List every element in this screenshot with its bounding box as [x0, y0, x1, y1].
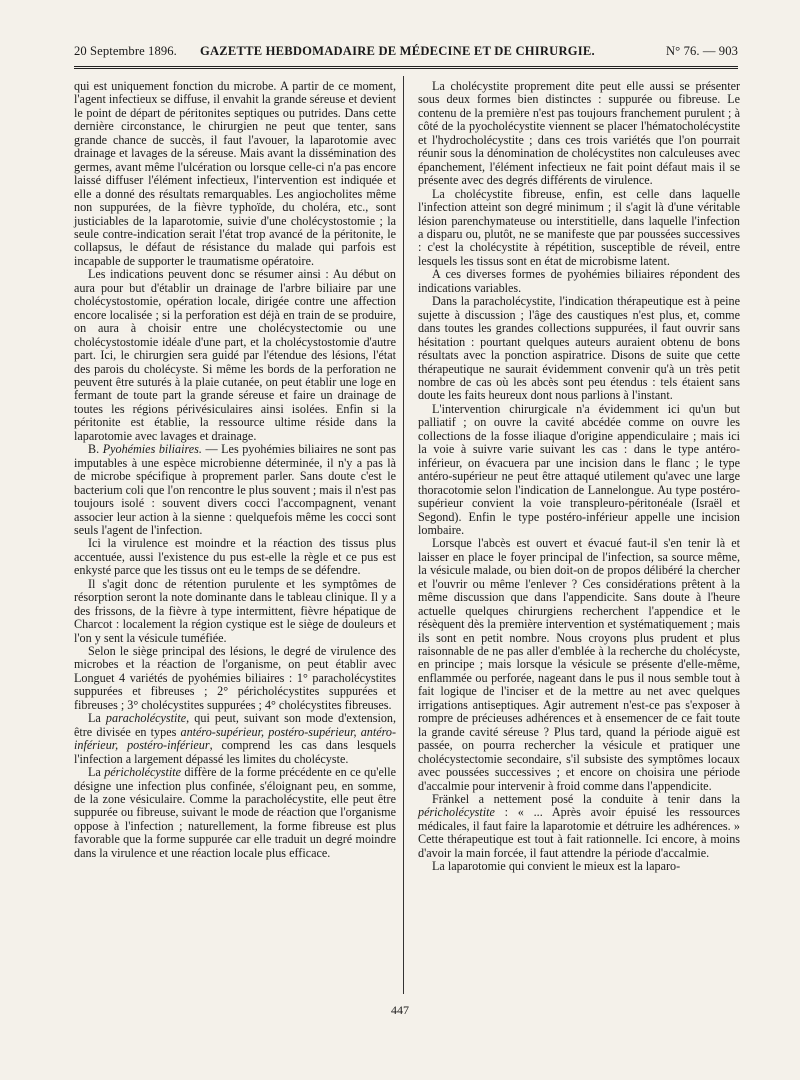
paragraph	[74, 766, 396, 860]
italic-term: péricholécystite	[418, 805, 495, 820]
paragraph: qui est uniquement fonction du microbe. A partir de ce moment, l'agent infectieux se diffuse, il envahit la grande séreuse et devient le point de départ de péritonites septiques ou putrides. Dans cette dernière circonstance, le chirurgien ne peut que tenter, sans grande chance de succès, il faut l'avouer, la laparotomie avec drainage et lavages de la séreuse. Mais avant la dissémination des germes, avant même l'ulcération ou lorsque celle-ci n'a pas encore laissé diffuser l'élément infectieux, l'intervention est indiquée et elle a donné des résultats remarquables. Les angiocholites même non suppurées, de la fièvre typhoïde, du choléra, etc., sont justiciables de la laparotomie, suivie d'une cholécystostomie ; la seule contre-indication serait l'état trop avancé de la péritonite, le collapsus, le défaut de résistance du malade qui parfois est incapable de supporter le traumatisme opératoire.	[74, 79, 396, 268]
italic-term: péricholécystite	[104, 765, 182, 780]
paragraph-text: — Les pyohémies biliaires ne sont pas imputables à une espèce microbienne déterminée, il n'y a pas là de microbe spécifique à proprement parler. Sans doute c'est le bacterium coli que l'on rencontre le plus souvent ; mais il n'est pas toujours isolé : souvent divers cocci l'accompagnent, venant associer leur action à la sienne : quelquefois même les cocci sont seuls l'agent de l'infection.	[74, 442, 396, 537]
paragraph-text: diffère de la forme précédente en ce qu'elle désigne une infection plus confinée, s'éloignant peu, en somme, de la zone vésiculaire. Comme la paracholécystite, elle peut être suppurée ou fibreuse, suivant le mode de réaction que l'organisme oppose à l'infection ; naturellement, la forme fibreuse est plus favorable que la forme suppurée car elle traduit un degré moindre dans la virulence et une réaction locale plus efficace.	[74, 765, 397, 860]
paragraph-text: : « ... Après avoir épuisé les ressources médicales, il faut faire la laparotomie et détruire les adhérences. » Cette thérapeutique est tout à fait rationnelle. Ici encore, à moins d'avoir la main forcée, il faut attendre la période d'accalmie.	[418, 805, 740, 860]
paragraph-text: La	[88, 711, 106, 726]
column-separator	[403, 76, 404, 994]
paragraph: La cholécystite proprement dite peut elle aussi se présenter sous deux formes bien distinctes : suppurée ou fibreuse. Le contenu de la première n'est pas toujours franchement purulent ; à côté de la pyocholécystite viennent se placer l'hématocholécystite et l'hydrocholécystite ; dans ces trois variétés que l'on pourrait réunir sous la dénomination de cholécystites non calculeuses avec épanchement, l'élément infectieux ne fait point défaut mais il se présente avec des degrés différents de virulence.	[418, 79, 740, 188]
paragraph-text: , comprend les cas dans lesquels l'infection a largement dépassé les limites du cholécyste.	[74, 738, 396, 766]
section-letter: B.	[88, 442, 100, 457]
left-column	[74, 80, 396, 860]
running-head	[74, 42, 738, 60]
paragraph: L'intervention chirurgicale n'a évidemment ici qu'un but palliatif ; on ouvre la cavité abcédée comme on ouvre les collections de la fosse iliaque d'origine appendiculaire ; mais ici la voie à suivre varie suivant les cas : dans le type antéro-inférieur, on évacuera par une incision dans le flanc ; le type antéro-supérieur ne peut être attaqué utilement qu'avec une large thoracotomie selon l'indication de Lannelongue. Au type postéro-supérieur convient la voie transpleuro-péritonéale (Israël et Segond). Enfin le type postéro-inférieur appelle une incision lombaire.	[418, 401, 740, 537]
header-rule	[74, 66, 738, 67]
journal-title: GAZETTE HEBDOMADAIRE DE MÉDECINE ET DE CHIRURGIE.	[200, 44, 595, 58]
paragraph: Dans la paracholécystite, l'indication thérapeutique est à peine sujette à discussion ; l'âge des caustiques n'est plus, et, comme dans toutes les grandes collections suppurées, il faut ouvrir sans hésitation : pourtant quelques auteurs auraient obtenu de bons résultats avec la ponction aspiratrice. Disons de suite que cette thérapeutique ne saurait évidemment convenir qu'à un très petit nombre de cas où les abcès sont peu étendus : tels étaient sans doute les faits heureux dont nous parlions à l'instant.	[418, 294, 740, 403]
paragraph: La laparotomie qui convient le mieux est la laparo-	[432, 859, 681, 874]
italic-term: antéro-supérieur, postéro-supérieur, antéro-inférieur, postéro-inférieur	[74, 724, 396, 753]
paragraph: Lorsque l'abcès est ouvert et évacué faut-il s'en tenir là et laisser en place le foyer principal de l'infection, sa source même, la vésicule malade, ou bien doit-on de propos délibéré la chercher et l'ouvrir ou même l'enlever ? Ces considérations prêtent à la même discussion que dans l'appendicite. Sans doute à l'heure actuelle quelques chirurgiens recherchent l'appendice et le résèquent dès la première intervention et systématiquement ; mais ils sont en petit nombre. Nous croyons plus prudent et plus raisonnable de ne pas aller d'emblée à la recherche du cholécyste, en principe ; mais lorsque la vésicule se présente d'elle-même, enflammée ou perforée, nageant dans le pus il nous semble tout à fait logique de l'inciser et de la mettre au net avec quelques irrigations antiseptiques. Agir autrement n'est-ce pas s'exposer à rompre de précieuses adhérences et à ensemencer de ce fait toute la grande cavité séreuse ? Plus tard, quand la période aiguë est passée, on pourra rechercher la vésicule et pratiquer une cholécystectomie secondaire, s'il subsiste des symptômes locaux avec poussées successives ; et encore on choisira une période d'accalmie pour intervenir à froid comme dans l'appendicite.	[418, 536, 740, 793]
paragraph: La cholécystite fibreuse, enfin, est celle dans laquelle l'infection atteint son degré minimum ; il s'agit là d'une véritable lésion parenchymateuse ou interstitielle, dans laquelle l'infection a disparu ou, plutôt, ne se manifeste que par poussées successives : c'est la cholécystite à répétition, susceptible de réveil, entre lesquels les tissus sont en état de microbisme latent.	[418, 186, 740, 268]
right-column	[418, 80, 740, 874]
paragraph-text: La	[88, 765, 105, 780]
paragraph	[418, 793, 740, 860]
issue-date: 20 Septembre 1896.	[74, 44, 177, 58]
paragraph	[74, 443, 396, 537]
section-title: Pyohémies biliaires.	[102, 442, 202, 457]
paragraph: A ces diverses formes de pyohémies biliaires répondent des indications variables.	[418, 267, 740, 295]
paragraph: Il s'agit donc de rétention purulente et les symptômes de résorption seront la note dominante dans le tableau clinique. Il y a des frissons, de la fièvre à type intermittent, fièvre hépatique de Charcot : localement la région cystique est le siège de douleurs et l'on y sent la vésicule tuméfiée.	[74, 576, 396, 645]
page-folio: 447	[391, 1003, 409, 1017]
paragraph: Les indications peuvent donc se résumer ainsi : Au début on aura pour but d'établir un drainage de l'arbre biliaire par une cholécystostomie, opération locale, dirigée contre une affection encore localisée ; si la perforation est déjà en train de se produire, on aura à choisir entre une cholécystectomie ou une cholécystostomie idéale d'une part, et la cholécystostomie d'autre part. Ici, le chirurgien sera guidé par l'étendue des lésions, l'état des parois du cholécyste. Si même les bords de la perforation ne peuvent être suturés à la plaie cutanée, on peut établir une loge en fermant de toute part la grande séreuse et faire un drainage de toutes les régions périvésiculaires ainsi isolées. Enfin si la péritonite est établie, la ressource ultime réside dans la laparotomie avec lavages et drainage.	[74, 267, 396, 443]
header-rule-secondary	[74, 68, 738, 69]
paragraph-text: , qui peut, suivant son mode d'extension, être divisée en types	[74, 711, 397, 739]
italic-term: paracholécystite	[105, 711, 187, 726]
paragraph	[74, 712, 396, 766]
paragraph-text: Fränkel a nettement posé la conduite à tenir dans la	[432, 792, 740, 807]
paragraph: Selon le siège principal des lésions, le degré de virulence des microbes et la réaction de l'organisme, on peut établir avec Longuet 4 variétés de pyohémies biliaires : 1° paracholécystites suppurées et fibreuses ; 2° péricholécystites suppurées et fibreuses ; 3° cholécystites suppurées ; 4° cholécystites fibreuses.	[74, 644, 396, 712]
issue-number: N° 76. — 903	[665, 44, 738, 58]
paragraph: Ici la virulence est moindre et la réaction des tissus plus accentuée, aussi l'existence du pus est-elle la règle et ce pus est enkysté parce que les tissus ont eu le temps de se défendre.	[74, 536, 396, 578]
